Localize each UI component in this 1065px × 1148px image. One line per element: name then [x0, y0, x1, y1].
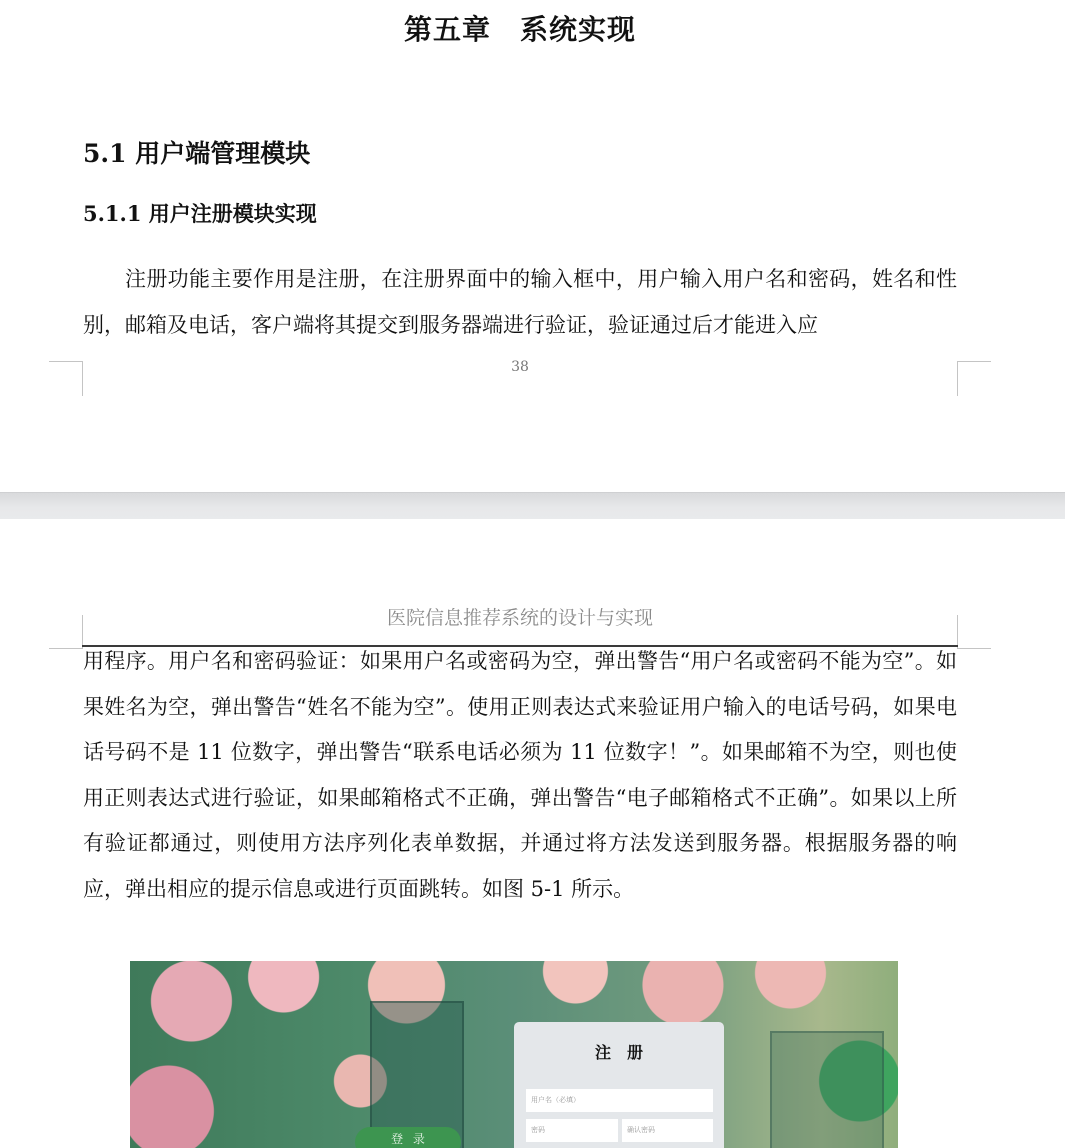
- document-page-39: [0, 519, 1065, 1148]
- page-separator: [0, 492, 1065, 520]
- register-form-card: [514, 1022, 724, 1148]
- register-title: 注 册: [594, 1043, 643, 1062]
- page-number: 38: [511, 359, 529, 375]
- body-paragraph: 注册功能主要作用是注册，在注册界面中的输入框中，用户输入用户名和密码，姓名和性别，邮箱及电话，客户端将其提交到服务器端进行验证，验证通过后才能进入应: [83, 267, 957, 337]
- password-input: 密码: [526, 1119, 618, 1142]
- confirm-password-input: 确认密码: [622, 1119, 713, 1142]
- background-door-illustration: [370, 1001, 464, 1148]
- body-paragraph: 用程序。用户名和密码验证：如果用户名或密码为空，弹出警告“用户名或密码不能为空”。如果姓名为空，弹出警告“姓名不能为空”。使用正则表达式来验证用户输入的电话号码，如果电话号码不是 11 位数字，弹出警告“联系电话必须为 11 位数字！”。如果邮箱不为空，则也使用正则表达式进行验证，如果邮箱格式不正确，弹出警告“电子邮箱格式不正确”。如果以上所有验证都通过，则使用方法序列化表单数据，并通过将方法发送到服务器。根据服务器的响应，弹出相应的提示信息或进行页面跳转。如图 5-1 所示。: [83, 649, 957, 901]
- document-page-38: [0, 0, 1065, 492]
- login-button: 登 录: [355, 1127, 461, 1148]
- chapter-title: 第五章 系统实现: [403, 13, 636, 46]
- figure-register-screenshot: [130, 961, 898, 1148]
- running-header: 医院信息推荐系统的设计与实现: [386, 607, 653, 629]
- section-heading: 5.1 用户端管理模块: [83, 139, 311, 168]
- username-input: 用户名（必填）: [526, 1089, 713, 1112]
- background-window-illustration: [770, 1031, 884, 1148]
- subsection-heading: 5.1.1 用户注册模块实现: [83, 201, 317, 226]
